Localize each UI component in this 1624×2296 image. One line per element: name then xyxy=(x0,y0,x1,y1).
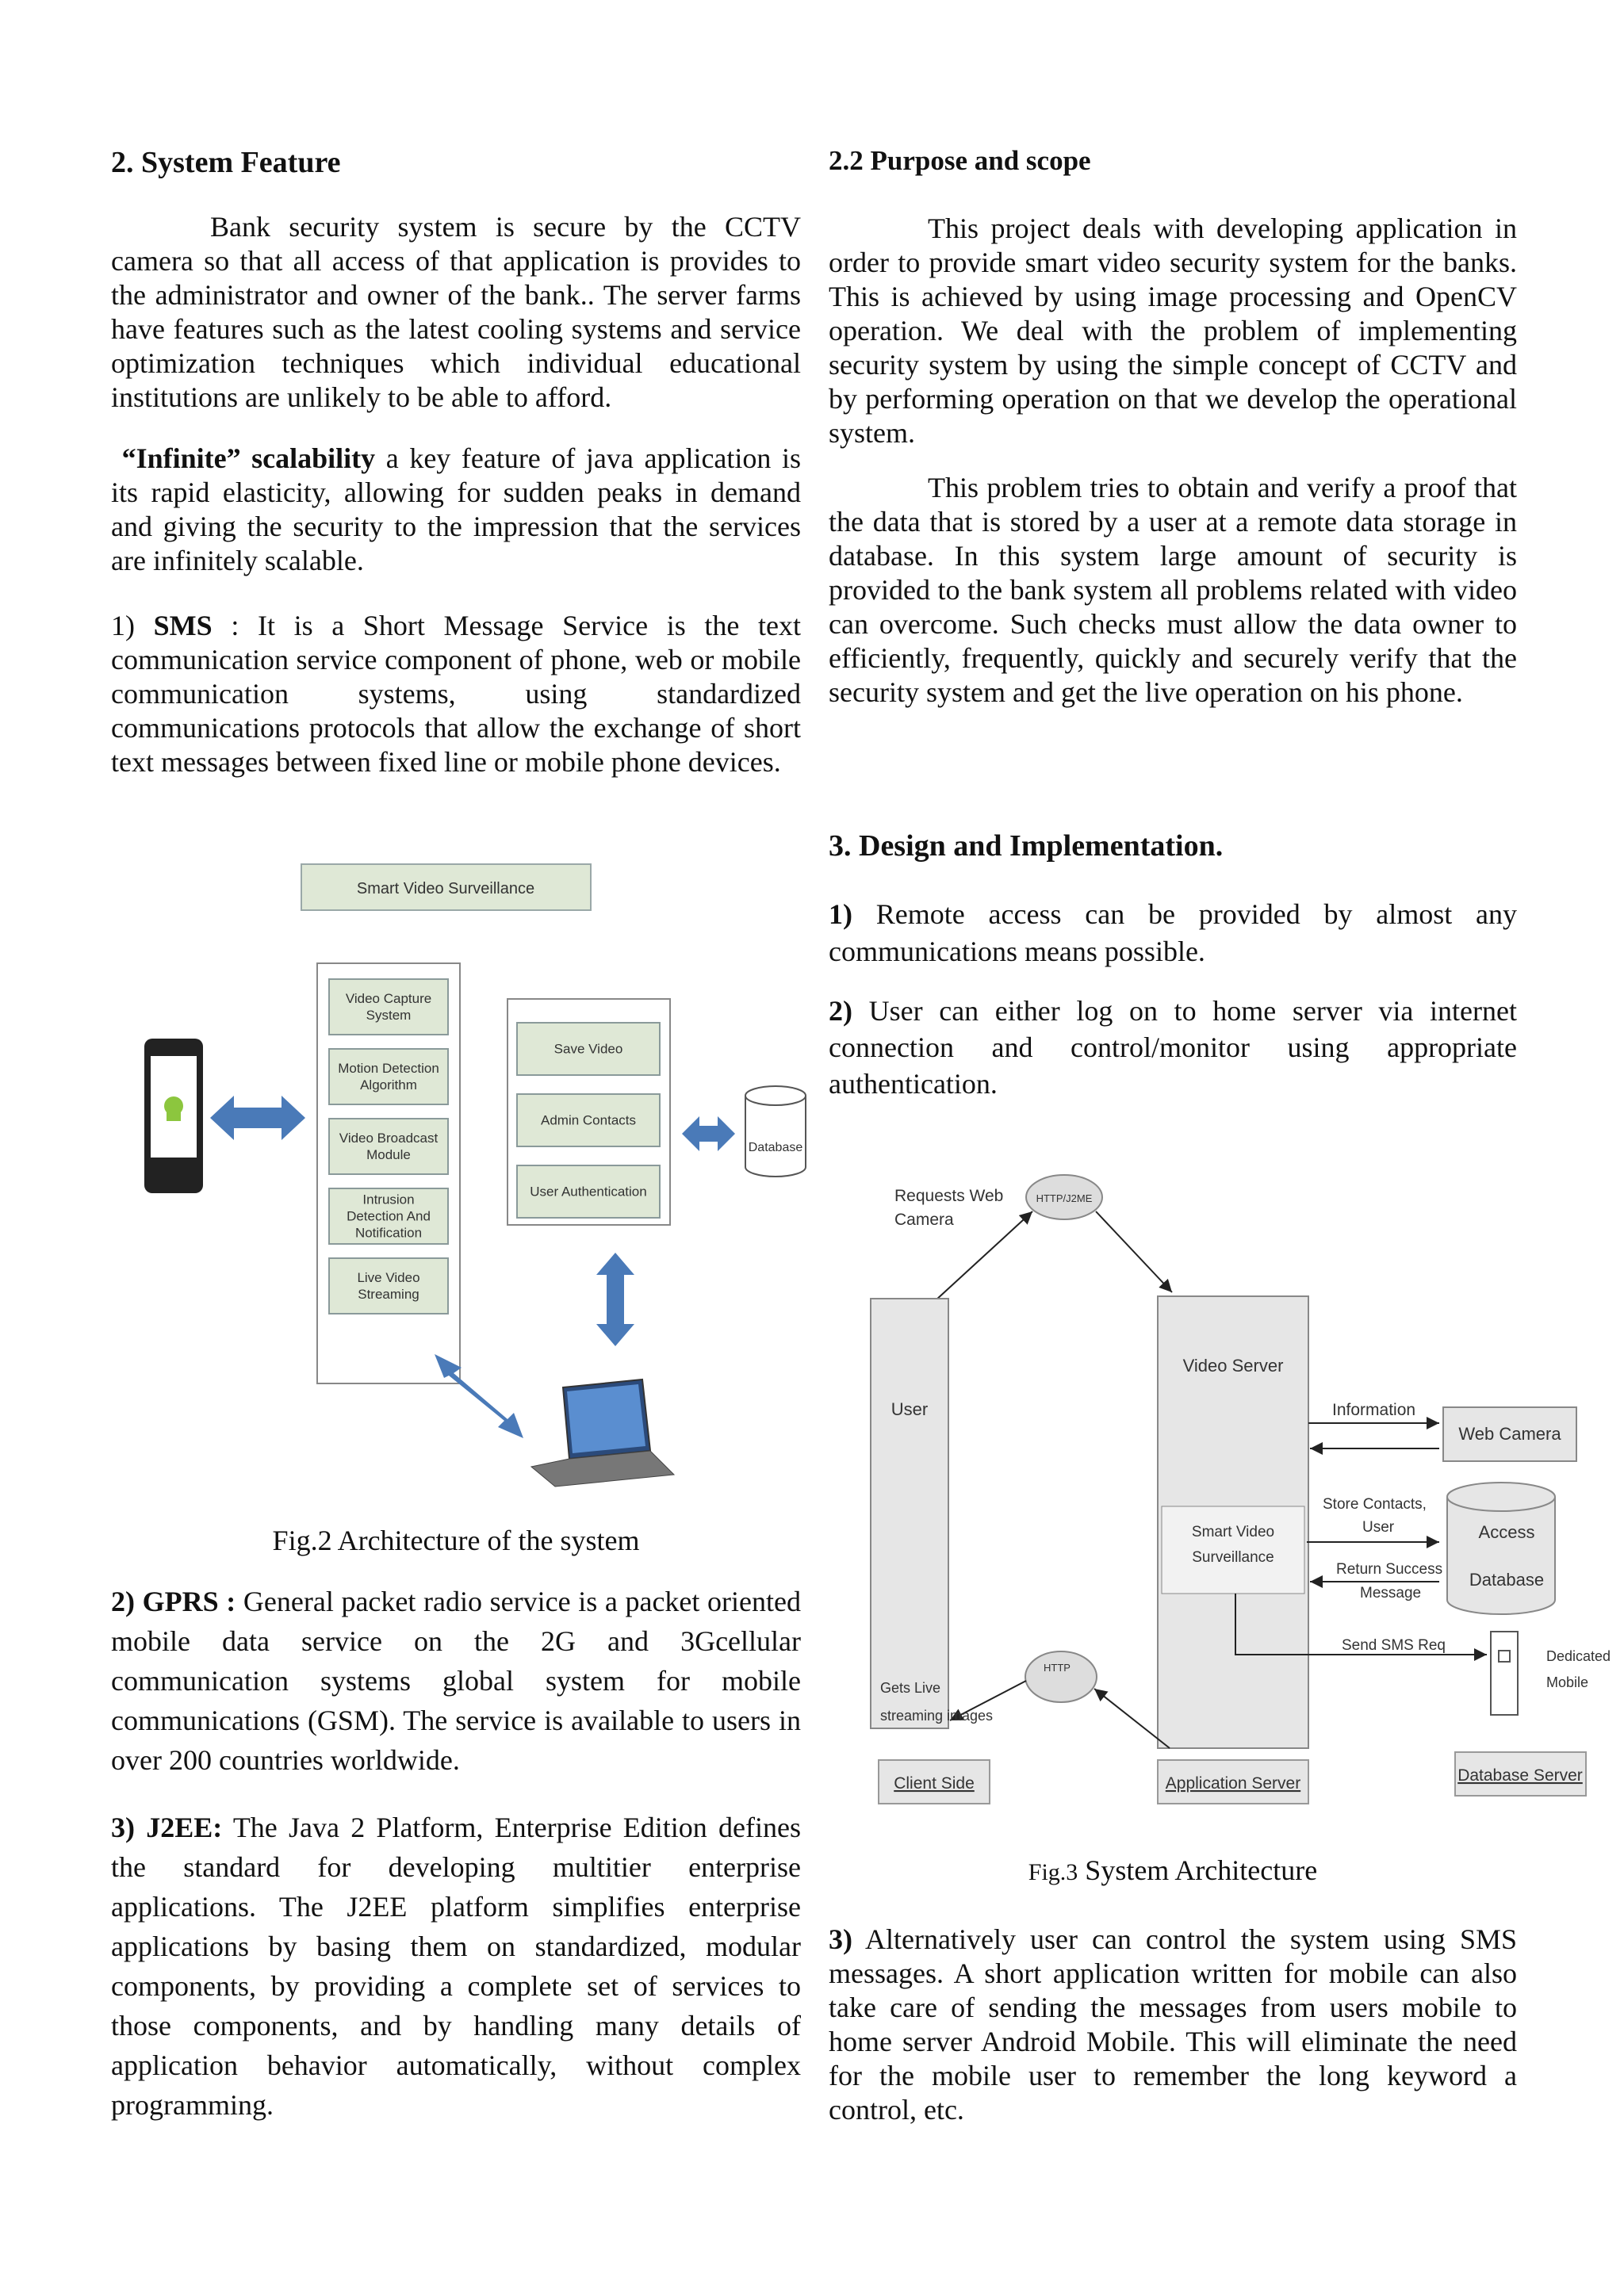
label-dedicated: Dedicated xyxy=(1546,1648,1611,1664)
module-label: Notification xyxy=(354,1225,423,1241)
module-label: Save Video xyxy=(553,1041,623,1057)
http-j2me-node xyxy=(1026,1175,1102,1219)
database-server-label xyxy=(1455,1752,1586,1796)
android-phone-icon xyxy=(144,1039,203,1193)
remote-access-text: Remote access can be provided by almost any communications means possible. xyxy=(829,898,1517,967)
module-label: Video Broadcast xyxy=(339,1131,439,1146)
fig3-title: System Architecture xyxy=(1078,1854,1318,1886)
label-video-server: Video Server xyxy=(1182,1356,1284,1376)
label-streaming-images: streaming images xyxy=(880,1708,994,1724)
sms-number: 1) xyxy=(111,610,154,641)
figure-3-system-architecture xyxy=(856,1165,1611,1823)
svg-text:HTTP: HTTP xyxy=(1044,1662,1071,1674)
label-camera: Camera xyxy=(894,1211,954,1229)
term-infinite-scalability: “Infinite” scalability xyxy=(121,442,376,474)
module-label: Video Capture xyxy=(345,991,432,1007)
figure-2-architecture xyxy=(135,840,817,1498)
label-web-camera: Web Camera xyxy=(1458,1424,1561,1444)
paragraph-user-login xyxy=(829,993,1517,1102)
term-j2ee: 3) J2EE: xyxy=(111,1812,223,1843)
svg-text:HTTP/J2ME: HTTP/J2ME xyxy=(1036,1192,1093,1204)
fig3-number: Fig.3 xyxy=(1028,1859,1078,1885)
label-gets-live: Gets Live xyxy=(880,1680,941,1696)
db-double-arrow xyxy=(682,1116,735,1151)
diagonal-double-arrow xyxy=(435,1354,523,1438)
module-label: User Authentication xyxy=(530,1184,647,1200)
label-return-success: Return Success xyxy=(1336,1561,1443,1578)
label-requests-web: Requests Web xyxy=(894,1187,1004,1205)
paragraph-scalability xyxy=(111,442,801,578)
section-heading-system-feature: 2. System Feature xyxy=(111,146,341,179)
label-store-user: User xyxy=(1362,1519,1395,1536)
user-login-text: User can either log on to home server via internet connection and control/monitor using appropriate authentication. xyxy=(829,995,1517,1100)
label-message: Message xyxy=(1360,1585,1422,1601)
label-surveillance: Surveillance xyxy=(1192,1549,1274,1566)
gprs-text: General packet radio service is a packet oriented mobile data service on the 2G and 3Gcellular communication systems global system for mobile communications (GSM). The service is available to users in over 200 countries worldwide. xyxy=(111,1586,801,1776)
svg-text:Client Side: Client Side xyxy=(894,1774,975,1793)
term-gprs: 2) GPRS : xyxy=(111,1586,236,1617)
section-heading-design: 3. Design and Implementation. xyxy=(829,829,1224,863)
module-label: Streaming xyxy=(358,1287,419,1303)
paragraph-remote-access xyxy=(829,896,1517,970)
item-3-label: 3) xyxy=(829,1923,852,1955)
module-label: Module xyxy=(366,1147,411,1163)
phone-double-arrow xyxy=(210,1096,305,1140)
label-mobile: Mobile xyxy=(1546,1674,1589,1690)
item-1-label: 1) xyxy=(829,898,852,930)
dedicated-mobile-icon xyxy=(1491,1632,1518,1715)
sms-text: : It is a Short Message Service is the text communication service component of phone, web or mobile communication systems, using standardized communications protocols that allow the exchange of short text messages between fixed line or mobile phone devices. xyxy=(111,610,801,778)
figure-3-caption xyxy=(829,1854,1517,1887)
laptop-icon xyxy=(531,1380,674,1487)
module-box xyxy=(329,1119,448,1174)
svg-text:Access: Access xyxy=(1478,1522,1535,1542)
paragraph-purpose: This project deals with developing application in order to provide smart video security system for the banks. This is achieved by using image processing and OpenCV operation. We deal with the problem of implementing security system by using the simple concept of CCTV and by performing operation on that we develop the operational system. xyxy=(829,212,1517,449)
label-information: Information xyxy=(1332,1401,1416,1419)
j2ee-text: The Java 2 Platform, Enterprise Edition defines the standard for developing multitier enterprise applications. The J2EE platform simplifies enterprise applications by basing them on standardized, modular components, by providing a complete set of services to those components, and by handling many details of application behavior automatically, without complex programming. xyxy=(111,1812,801,2121)
paragraph-sms-control xyxy=(829,1923,1517,2127)
svg-text:Database: Database xyxy=(1469,1570,1545,1590)
application-server-label xyxy=(1158,1760,1308,1804)
module-label: Detection And xyxy=(347,1208,431,1224)
vertical-double-arrow xyxy=(596,1253,634,1346)
http-node xyxy=(1025,1651,1097,1702)
module-label: Algorithm xyxy=(360,1077,417,1093)
module-box xyxy=(329,1049,448,1104)
sms-control-text: Alternatively user can control the system using SMS messages. A short application written for mobile can also take care of sending the messages from users mobile to home server Android Mobile. This will eliminate the need for the mobile user to remember the long keyword a control, etc. xyxy=(829,1923,1517,2126)
arrow-http-to-server xyxy=(1096,1211,1172,1292)
module-label: Live Video xyxy=(357,1270,420,1286)
module-label: Motion Detection xyxy=(338,1061,439,1077)
paragraph-gprs xyxy=(111,1582,801,1780)
paragraph-sms xyxy=(111,609,801,779)
label-user: User xyxy=(891,1399,929,1419)
figure-2-caption: Fig.2 Architecture of the system xyxy=(272,1525,640,1556)
client-side-label xyxy=(879,1760,990,1804)
database-icon xyxy=(745,1086,806,1177)
svg-text:Database: Database xyxy=(748,1141,803,1154)
label-smart-video: Smart Video Surveillance xyxy=(356,880,535,897)
user-box xyxy=(871,1299,948,1728)
label-store-contacts: Store Contacts, xyxy=(1323,1496,1427,1513)
paragraph-problem: This problem tries to obtain and verify a proof that the data that is stored by a user at a remote data storage in database. In this system large amount of security is provided to the bank system all problems related with video can overcome. Such checks must allow the data owner to efficiently, frequently, quickly and securely verify that the security system and get the live operation on his phone. xyxy=(829,472,1517,708)
module-box xyxy=(329,1258,448,1314)
paragraph-bank-security: Bank security system is secure by the CCTV camera so that all access of that application is provides to the administrator and owner of the bank.. The server farms have features such as the latest cooling systems and service optimization techniques which individual educational institutions are unlikely to be able to afford. xyxy=(111,211,801,413)
module-label: Admin Contacts xyxy=(541,1112,636,1128)
module-label: Intrusion xyxy=(362,1192,415,1207)
paragraph-j2ee xyxy=(111,1808,801,2125)
box-smart-video-surveillance xyxy=(301,864,591,910)
module-box xyxy=(329,979,448,1035)
svg-text:Application Server: Application Server xyxy=(1165,1774,1301,1793)
label-smart-video: Smart Video xyxy=(1191,1524,1275,1540)
module-label: System xyxy=(366,1008,412,1024)
access-database-icon xyxy=(1447,1483,1555,1614)
svg-text:Database Server: Database Server xyxy=(1457,1766,1583,1785)
label-send-sms: Send SMS Req xyxy=(1342,1637,1446,1654)
term-sms: SMS xyxy=(153,610,213,641)
scalability-text: a key feature of java application is its rapid elasticity, allowing for sudden peaks in demand and giving the security to the impression that the services are infinitely scalable. xyxy=(111,442,801,576)
section-heading-purpose-scope: 2.2 Purpose and scope xyxy=(829,145,1091,176)
item-2-label: 2) xyxy=(829,995,852,1027)
